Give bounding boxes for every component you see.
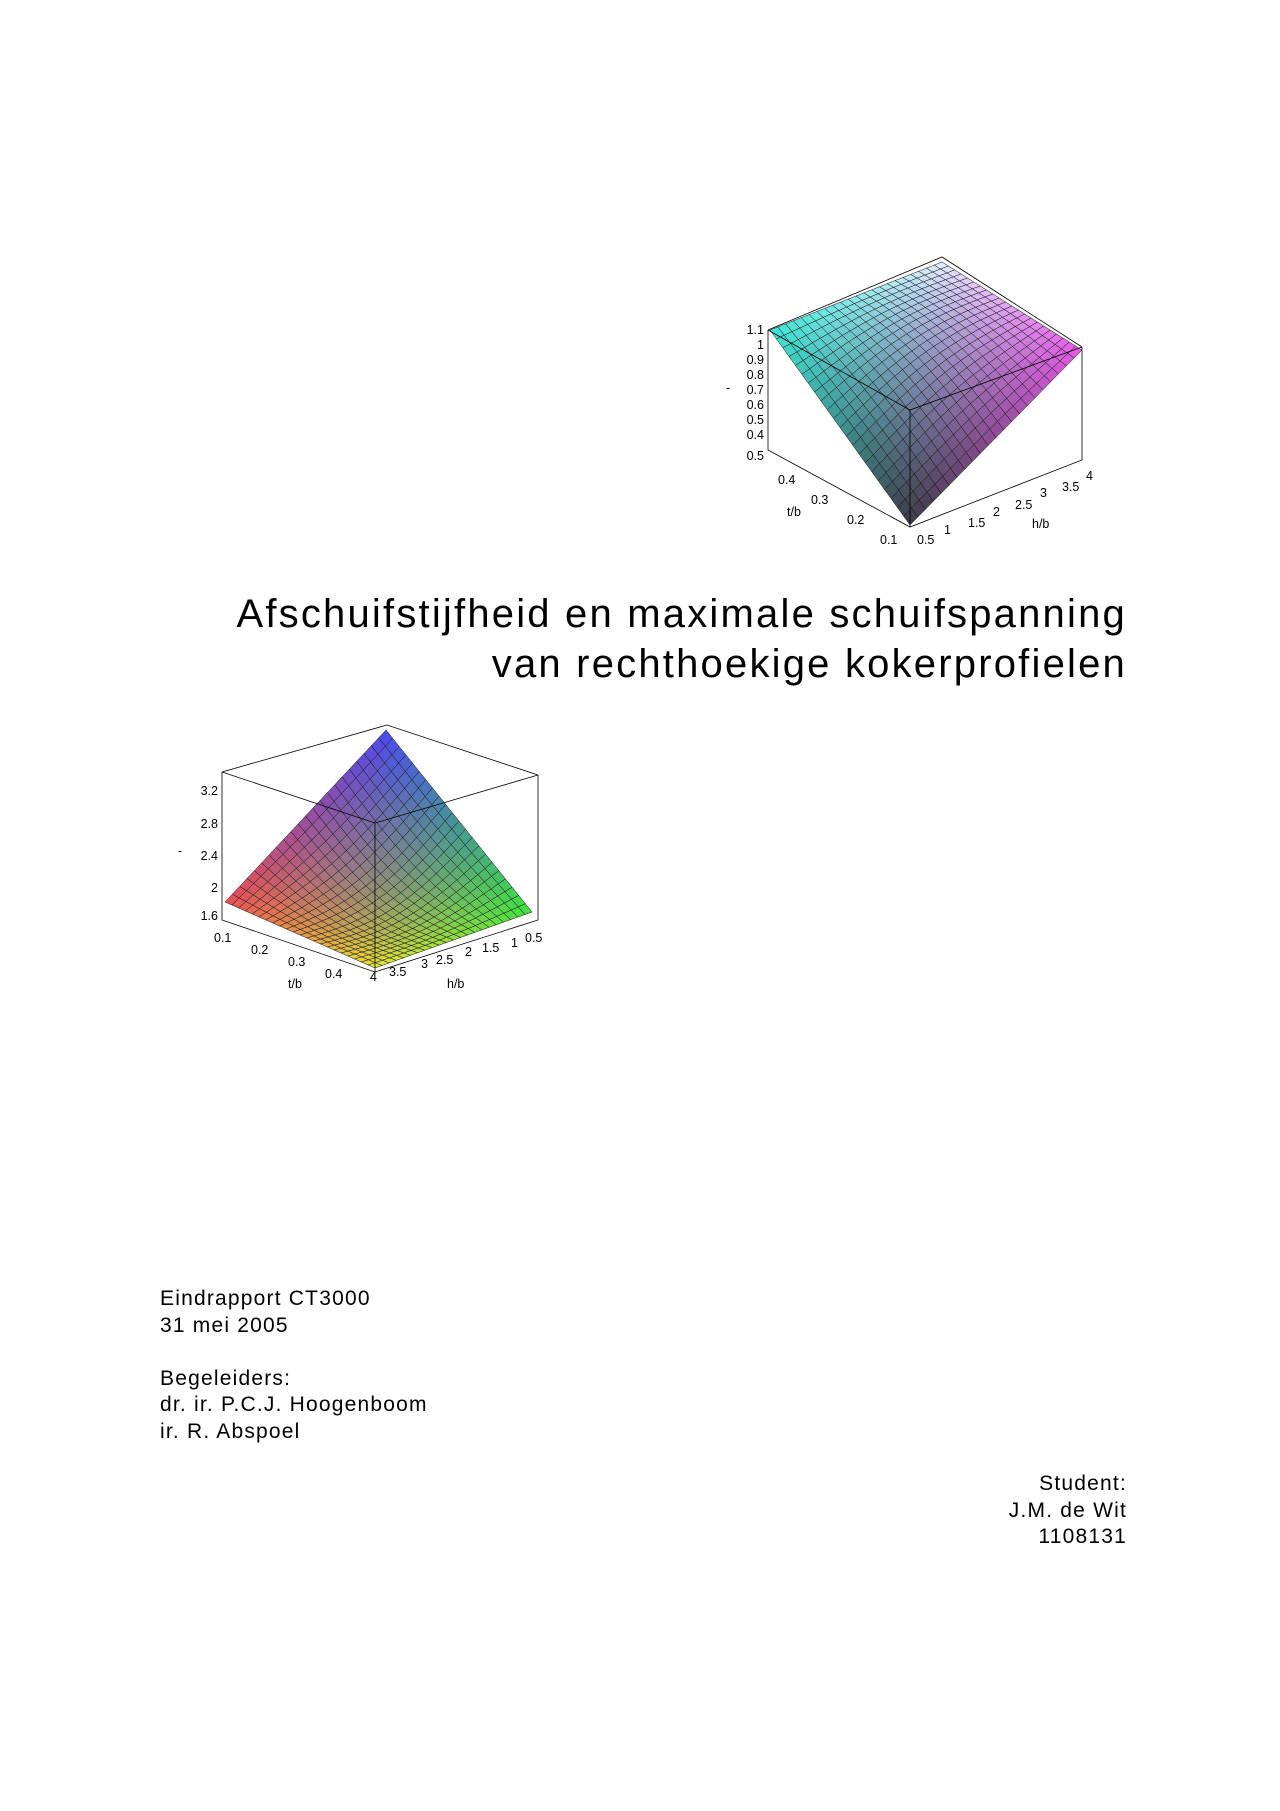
title-line-1: Afschuifstijfheid en maximale schuifspanning — [236, 592, 1127, 636]
z-tick: 3.2 — [200, 784, 218, 798]
h-tick: 3.5 — [1062, 480, 1080, 494]
z-axis-label: - — [726, 381, 731, 395]
surface-mesh — [770, 262, 1082, 525]
surface-plot-max-shear-stress — [160, 720, 560, 1010]
z-tick: 1.6 — [200, 909, 218, 923]
h-tick: 1 — [511, 936, 518, 950]
supervisor-1: dr. ir. P.C.J. Hoogenboom — [160, 1393, 428, 1416]
z-tick: 0.9 — [746, 353, 764, 367]
t-tick: 0.3 — [288, 955, 306, 969]
z-tick: 0.6 — [746, 398, 764, 412]
z-tick: 0.4 — [746, 428, 764, 442]
t-tick: 0.2 — [847, 513, 865, 527]
surface-mesh — [225, 730, 532, 968]
z-axis-ticks — [201, 784, 218, 923]
t-tick: 0.4 — [325, 967, 343, 981]
surface-plot-shear-stiffness — [720, 250, 1120, 560]
h-tick: 2 — [993, 505, 1000, 519]
t-tick: 0.1 — [214, 931, 232, 945]
t-tick: 0.3 — [811, 493, 829, 507]
h-tick: 4 — [370, 970, 377, 984]
t-tick: 0.1 — [880, 533, 898, 547]
z-tick: 2.4 — [200, 849, 218, 863]
h-tick: 1.5 — [482, 941, 500, 955]
z-tick: 1.1 — [746, 323, 764, 337]
h-axis-label: h/b — [1032, 517, 1050, 531]
h-tick: 1.5 — [968, 516, 986, 530]
h-axis-label: h/b — [447, 977, 465, 991]
student-label: Student: — [1039, 1472, 1127, 1495]
h-tick: 2 — [465, 945, 472, 959]
h-tick: 2.5 — [436, 953, 454, 967]
h-tick: 3 — [421, 957, 428, 971]
h-tick: 1 — [944, 523, 951, 537]
z-axis-ticks — [747, 323, 764, 463]
student-name: J.M. de Wit — [1008, 1499, 1127, 1522]
t-tick: 0.2 — [251, 943, 269, 957]
z-tick: 0.5 — [746, 413, 764, 427]
h-tick: 3 — [1040, 486, 1047, 500]
z-tick: 2 — [211, 881, 218, 895]
report-name: Eindrapport CT3000 — [160, 1287, 371, 1310]
t-tick: 0.4 — [778, 473, 796, 487]
title-line-2: van rechthoekige kokerprofielen — [491, 642, 1127, 686]
h-tick: 0.5 — [525, 931, 543, 945]
t-axis-label: t/b — [787, 505, 801, 519]
h-tick: 4 — [1086, 469, 1093, 483]
supervisor-2: ir. R. Abspoel — [160, 1420, 301, 1443]
z-tick: 0.8 — [746, 368, 764, 382]
z-tick: 2.8 — [200, 817, 218, 831]
h-tick: 2.5 — [1015, 498, 1033, 512]
z-tick: 0.7 — [746, 383, 764, 397]
z-tick: 0.5 — [746, 449, 764, 463]
z-tick: 1 — [757, 338, 764, 352]
h-tick: 3.5 — [389, 965, 407, 979]
supervisors-label: Begeleiders: — [160, 1367, 292, 1390]
h-tick: 0.5 — [917, 533, 935, 547]
report-date: 31 mei 2005 — [160, 1314, 289, 1337]
student-number: 1108131 — [1038, 1525, 1127, 1548]
z-axis-label: - — [178, 844, 183, 858]
t-axis-label: t/b — [288, 977, 302, 991]
